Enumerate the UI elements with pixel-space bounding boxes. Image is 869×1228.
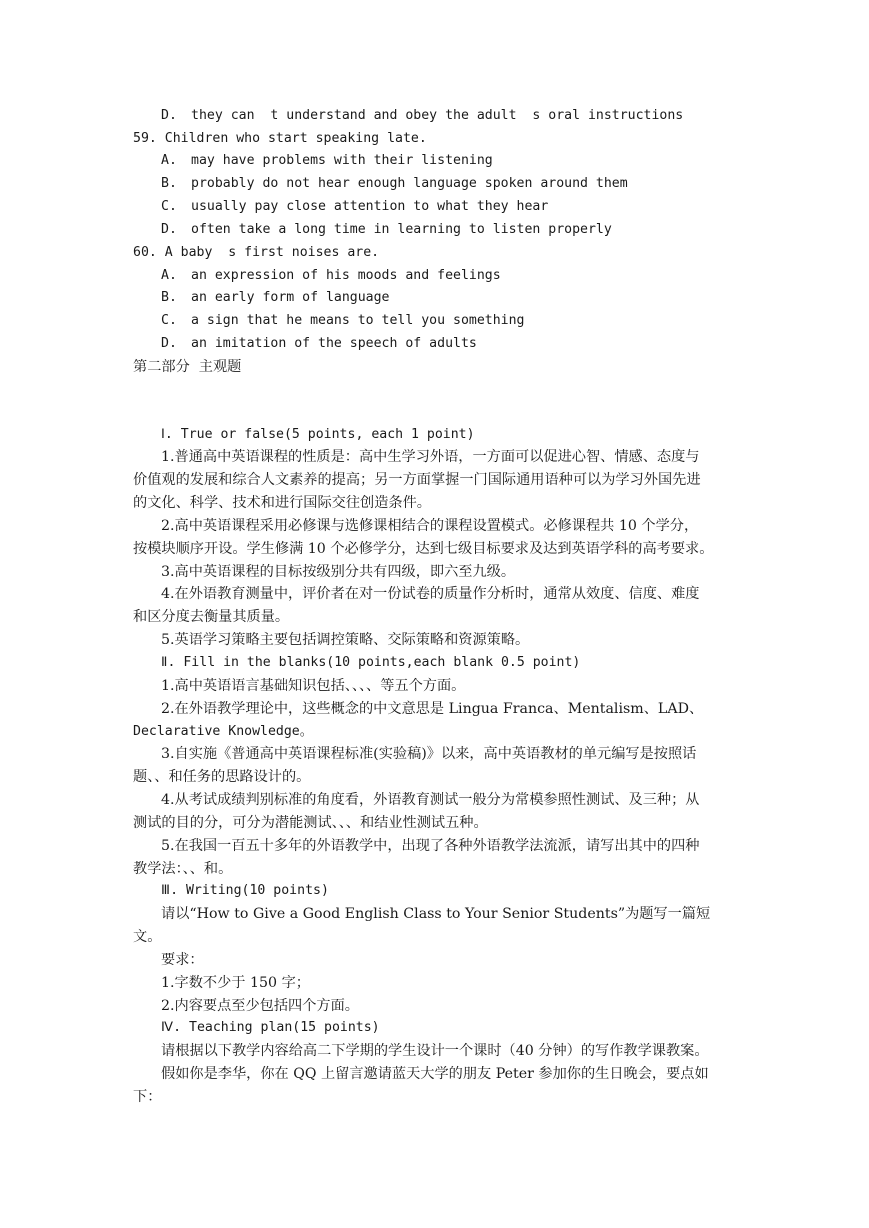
s3-line-5: 2.内容要点至少包括四个方面。 bbox=[161, 998, 359, 1014]
s3-line-1: 请以“How to Give a Good English Class to Your Senior Students”为题写一篇短 bbox=[161, 906, 711, 922]
option-letter: A. bbox=[161, 153, 177, 168]
option-text: probably do not hear enough language spoken around them bbox=[191, 176, 628, 191]
s2-item-5-line-2: 教学法：、、和。 bbox=[133, 861, 233, 877]
s3-line-4: 1.字数不少于 150 字； bbox=[161, 975, 310, 991]
s3-line-3: 要求： bbox=[161, 952, 204, 968]
s1-item-1-line-1: 1.普通高中英语课程的性质是：高中生学习外语，一方面可以促进心智、情感、态度与 bbox=[161, 449, 700, 465]
s4-line-1: 请根据以下教学内容给高二下学期的学生设计一个课时（40 分钟）的写作教学课教案。 bbox=[161, 1043, 709, 1059]
s1-item-1-line-3: 的文化、科学、技术和进行国际交往创造条件。 bbox=[133, 495, 431, 511]
option-text: may have problems with their listening bbox=[191, 153, 493, 168]
s1-item-1-line-2: 价值观的发展和综合人文素养的提高；另一方面掌握一门国际通用语种可以为学习外国先进 bbox=[133, 472, 701, 488]
option-text: an expression of his moods and feelings bbox=[191, 268, 501, 283]
option-letter: B. bbox=[161, 176, 177, 191]
q58-option-d bbox=[161, 105, 683, 127]
section-4-title: Ⅳ. Teaching plan(15 points) bbox=[161, 1020, 380, 1035]
s1-item-5-line-1: 5.英语学习策略主要包括调控策略、交际策略和资源策略。 bbox=[161, 632, 530, 648]
option-letter: D. bbox=[161, 336, 177, 351]
s2-item-5-line-1: 5.在我国一百五十多年的外语教学中，出现了各种外语教学法流派，请写出其中的四种 bbox=[161, 838, 700, 854]
option-letter: A. bbox=[161, 268, 177, 283]
part-2-heading: 第二部分 主观题 bbox=[133, 359, 242, 375]
option-text: they can t understand and obey the adult s oral instructions bbox=[191, 108, 684, 123]
s4-line-2: 假如你是李华，你在 QQ 上留言邀请蓝天大学的朋友 Peter 参加你的生日晚会，要点如 bbox=[161, 1066, 709, 1082]
q60-option-b bbox=[161, 287, 390, 309]
option-text: a sign that he means to tell you something bbox=[191, 313, 525, 328]
q59-option-b bbox=[161, 173, 628, 195]
option-letter: C. bbox=[161, 313, 177, 328]
s1-item-4-line-2: 和区分度去衡量其质量。 bbox=[133, 609, 290, 625]
s2-item-4-line-1: 4.从考试成绩判别标准的角度看，外语教育测试一般分为常模参照性测试、及三种；从 bbox=[161, 792, 700, 808]
section-1-title: Ⅰ. True or false(5 points, each 1 point) bbox=[161, 427, 475, 442]
section-3-title: Ⅲ. Writing(10 points) bbox=[161, 883, 329, 898]
s2-item-3-line-1: 3.自实施《普通高中英语课程标准(实验稿)》以来，高中英语教材的单元编写是按照话 bbox=[161, 746, 697, 762]
option-letter: D. bbox=[161, 222, 177, 237]
question-60-stem: 60. A baby s first noises are. bbox=[133, 245, 380, 260]
s2-item-4-line-2: 测试的目的分，可分为潜能测试、、、和结业性测试五种。 bbox=[133, 815, 488, 831]
s2-item-3-line-2: 题、、和任务的思路设计的。 bbox=[133, 769, 311, 785]
option-letter: C. bbox=[161, 199, 177, 214]
s4-line-3: 下： bbox=[133, 1089, 162, 1105]
question-59-stem: 59. Children who start speaking late. bbox=[133, 131, 427, 146]
q60-option-c bbox=[161, 310, 524, 332]
q59-option-a bbox=[161, 150, 493, 172]
s2-item-1-line-1: 1.高中英语语言基础知识包括、、、、等五个方面。 bbox=[161, 678, 466, 694]
option-text: often take a long time in learning to listen properly bbox=[191, 222, 612, 237]
option-text: an early form of language bbox=[191, 290, 390, 305]
s2-item-2-line-1: 2.在外语教学理论中，这些概念的中文意思是 Lingua Franca、Mentalism、LAD、 bbox=[161, 701, 704, 717]
section-2-title: Ⅱ. Fill in the blanks(10 points,each blank 0.5 point) bbox=[161, 655, 581, 670]
s3-line-2: 文。 bbox=[133, 929, 162, 945]
option-text: an imitation of the speech of adults bbox=[191, 336, 477, 351]
s1-item-2-line-2: 按模块顺序开设。学生修满 10 个必修学分，达到七级目标要求及达到英语学科的高考要求。 bbox=[133, 541, 714, 557]
s1-item-4-line-1: 4.在外语教育测量中，评价者在对一份试卷的质量作分析时，通常从效度、信度、难度 bbox=[161, 586, 700, 602]
s1-item-3-line-1: 3.高中英语课程的目标按级别分共有四级，即六至九级。 bbox=[161, 564, 516, 580]
s2-item-2-line-2: Declarative Knowledge。 bbox=[133, 724, 313, 739]
option-letter: D. bbox=[161, 108, 177, 123]
option-letter: B. bbox=[161, 290, 177, 305]
s1-item-2-line-1: 2.高中英语课程采用必修课与选修课相结合的课程设置模式。必修课程共 10 个学分， bbox=[161, 518, 699, 534]
q60-option-a bbox=[161, 265, 501, 287]
q59-option-c bbox=[161, 196, 548, 218]
q60-option-d bbox=[161, 333, 477, 355]
q59-option-d bbox=[161, 219, 612, 241]
option-text: usually pay close attention to what they hear bbox=[191, 199, 549, 214]
